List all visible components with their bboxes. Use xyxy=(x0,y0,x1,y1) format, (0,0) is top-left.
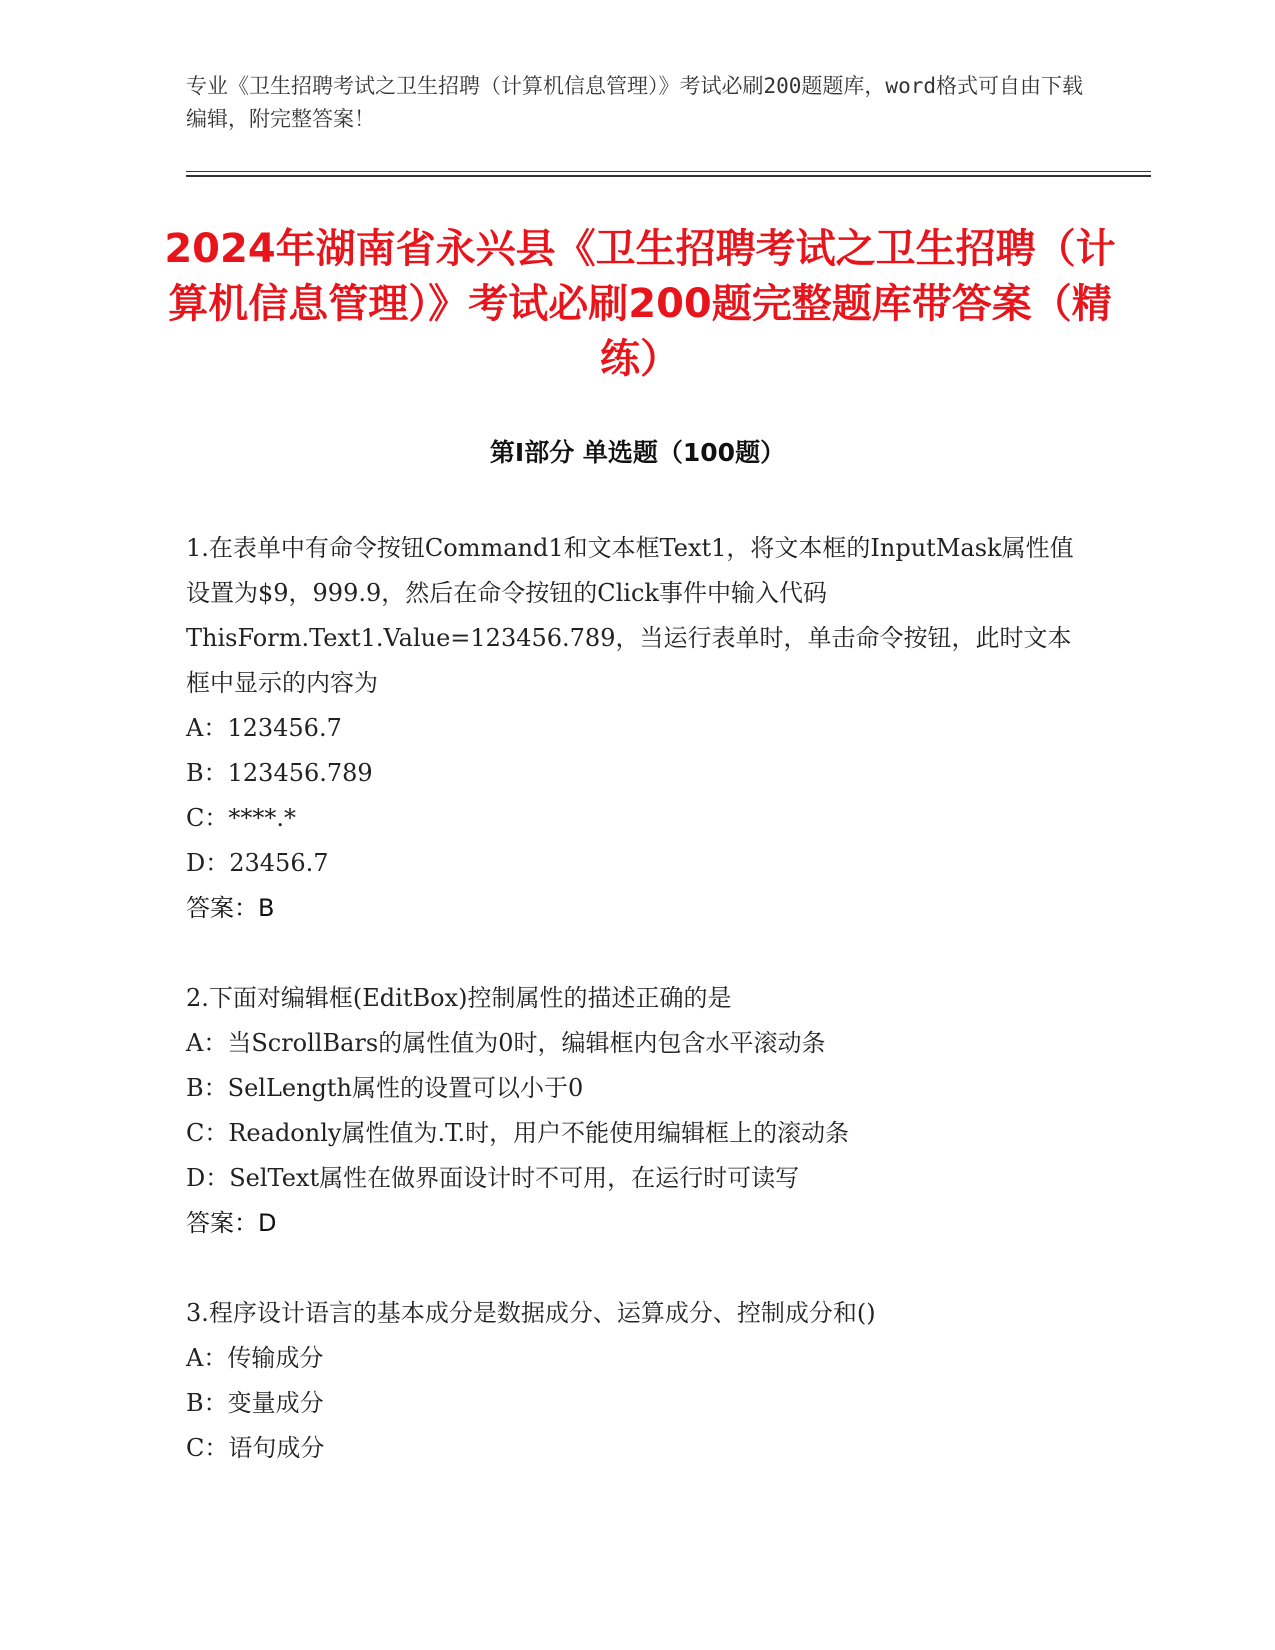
option-c: C：Readonly属性值为.T.时，用户不能使用编辑框上的滚动条 xyxy=(186,1119,850,1147)
option-d: D：23456.7 xyxy=(186,849,329,877)
option-a: A：当ScrollBars的属性值为0时，编辑框内包含水平滚动条 xyxy=(186,1029,826,1057)
question-text: 3.程序设计语言的基本成分是数据成分、运算成分、控制成分和() xyxy=(186,1299,876,1327)
question-text: 1.在表单中有命令按钮Command1和文本框Text1，将文本框的InputMask属性值设置为$9，999.9，然后在命令按钮的Click事件中输入代码ThisForm.Text1.Value=123456.789，当运行表单时，单击命令按钮，此时文本框中显示的内容为 xyxy=(186,534,1074,697)
question-2 xyxy=(186,976,1086,1246)
header-note: 专业《卫生招聘考试之卫生招聘（计算机信息管理）》考试必刷200题题库，word格式可自由下载编辑，附完整答案！ xyxy=(186,74,1083,131)
header-rule-thin xyxy=(186,171,1151,172)
answer: 答案：D xyxy=(186,1209,277,1237)
option-d: D：SelText属性在做界面设计时不可用，在运行时可读写 xyxy=(186,1164,800,1192)
question-text: 2.下面对编辑框(EditBox)控制属性的描述正确的是 xyxy=(186,984,732,1012)
option-a: A：123456.7 xyxy=(186,714,342,742)
option-b: B：变量成分 xyxy=(186,1389,324,1417)
option-b: B：SelLength属性的设置可以小于0 xyxy=(186,1074,584,1102)
question-1 xyxy=(186,526,1086,931)
option-c: C：****.* xyxy=(186,804,296,832)
question-list xyxy=(186,526,1086,1516)
section-title: 第Ⅰ部分 单选题（100题） xyxy=(489,438,786,467)
question-3 xyxy=(186,1291,1086,1471)
header-rule-thick xyxy=(186,175,1151,177)
answer: 答案：B xyxy=(186,894,275,922)
option-c: C：语句成分 xyxy=(186,1434,325,1462)
option-a: A：传输成分 xyxy=(186,1344,324,1372)
option-b: B：123456.789 xyxy=(186,759,373,787)
document-title: 2024年湖南省永兴县《卫生招聘考试之卫生招聘（计算机信息管理）》考试必刷200题完整题库带答案（精练） xyxy=(164,226,1116,382)
